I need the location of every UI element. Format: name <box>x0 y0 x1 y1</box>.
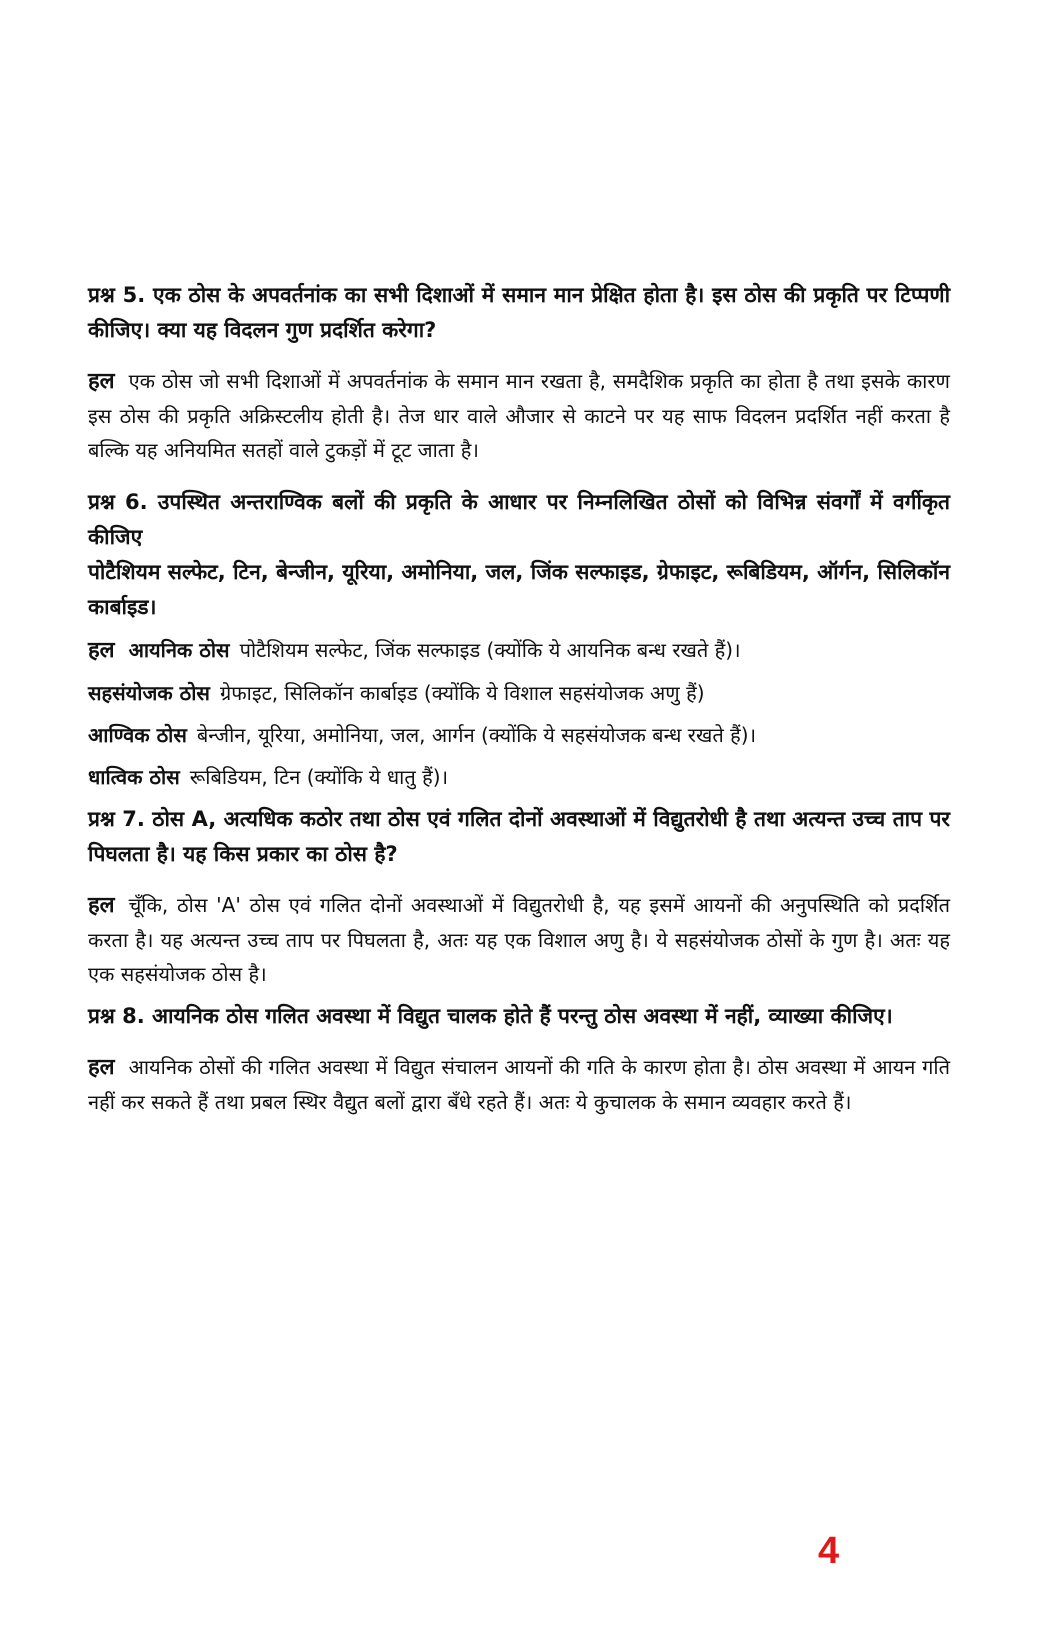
question-body: आयनिक ठोस गलित अवस्था में विद्युत चालक होते हैं परन्तु ठोस अवस्था में नहीं, व्याख्या कीजिए। <box>152 1004 893 1028</box>
category-text: पोटैशियम सल्फेट, जिंक सल्फाइड (क्योंकि ये आयनिक बन्ध रखते हैं)। <box>239 638 741 662</box>
question-block-8 <box>88 999 950 1119</box>
category-text: रूबिडियम, टिन (क्योंकि ये धातु हैं)। <box>189 765 449 789</box>
page-number: 4 <box>818 1530 840 1572</box>
question-label: प्रश्न 6. <box>88 490 148 514</box>
question-text <box>88 802 950 872</box>
question-label: प्रश्न 8. <box>88 1004 145 1028</box>
category-label: आण्विक ठोस <box>88 723 187 747</box>
document-body <box>88 278 950 1119</box>
question-body: ठोस A, अत्यधिक कठोर तथा ठोस एवं गलित दोनों अवस्थाओं में विद्युतरोधी है तथा अत्यन्त उच्च ताप पर पिघलता है। यह किस प्रकार का ठोस है? <box>88 807 951 866</box>
answer-item <box>88 676 950 710</box>
answer-label: हल <box>88 638 115 663</box>
question-text <box>88 278 950 348</box>
question-text <box>88 999 950 1034</box>
answer-text <box>88 1050 950 1119</box>
answer-text <box>88 364 950 467</box>
answer-label: हल <box>88 369 115 394</box>
question-block-6 <box>88 485 950 794</box>
question-list: पोटैशियम सल्फेट, टिन, बेन्जीन, यूरिया, अमोनिया, जल, जिंक सल्फाइड, ग्रेफाइट, रूबिडियम, ऑर्गन, सिलिकॉन कार्बाइड। <box>88 560 950 619</box>
answer-body: एक ठोस जो सभी दिशाओं में अपवर्तनांक के समान मान रखता है, समदैशिक प्रकृति का होता है तथा इसके कारण इस ठोस की प्रकृति अक्रिस्टलीय होती है। तेज धार वाले औजार से काटने पर यह साफ विदलन प्रदर्शित नहीं करता है बल्कि यह अनियमित सतहों वाले टुकड़ों में टूट जाता है। <box>88 369 950 462</box>
answer-item <box>88 633 950 668</box>
question-label: प्रश्न 5. <box>88 283 146 307</box>
category-label: सहसंयोजक ठोस <box>88 681 210 705</box>
question-body: उपस्थित अन्तराण्विक बलों की प्रकृति के आधार पर निम्नलिखित ठोसों को विभिन्न संवर्गों में वर्गीकृत कीजिए <box>88 490 951 549</box>
question-block-5 <box>88 278 950 467</box>
answer-text <box>88 888 950 991</box>
question-body: एक ठोस के अपवर्तनांक का सभी दिशाओं में समान मान प्रेक्षित होता है। इस ठोस की प्रकृति पर टिप्पणी कीजिए। क्या यह विदलन गुण प्रदर्शित करेगा? <box>88 283 951 342</box>
answer-body: आयनिक ठोसों की गलित अवस्था में विद्युत संचालन आयनों की गति के कारण होता है। ठोस अवस्था में आयन गति नहीं कर सकते हैं तथा प्रबल स्थिर वैद्युत बलों द्वारा बँधे रहते हैं। अतः ये कुचालक के समान व्यवहार करते हैं। <box>88 1055 950 1114</box>
category-label: धात्विक ठोस <box>88 765 180 789</box>
answer-item <box>88 760 950 794</box>
question-text <box>88 485 950 555</box>
question-label: प्रश्न 7. <box>88 807 145 831</box>
answer-item <box>88 718 950 752</box>
answer-label: हल <box>88 893 115 918</box>
answer-label: हल <box>88 1055 115 1080</box>
category-text: ग्रेफाइट, सिलिकॉन कार्बाइड (क्योंकि ये विशाल सहसंयोजक अणु हैं) <box>219 681 705 705</box>
category-text: बेन्जीन, यूरिया, अमोनिया, जल, आर्गन (क्योंकि ये सहसंयोजक बन्ध रखते हैं)। <box>196 723 757 747</box>
category-label: आयनिक ठोस <box>128 638 230 662</box>
question-block-7 <box>88 802 950 991</box>
answer-body: चूँकि, ठोस 'A' ठोस एवं गलित दोनों अवस्थाओं में विद्युतरोधी है, यह इसमें आयनों की अनुपस्थिति को प्रदर्शित करता है। यह अत्यन्त उच्च ताप पर पिघलता है, अतः यह एक विशाल अणु है। ये सहसंयोजक ठोसों के गुण है। अतः यह एक सहसंयोजक ठोस है। <box>88 893 950 986</box>
